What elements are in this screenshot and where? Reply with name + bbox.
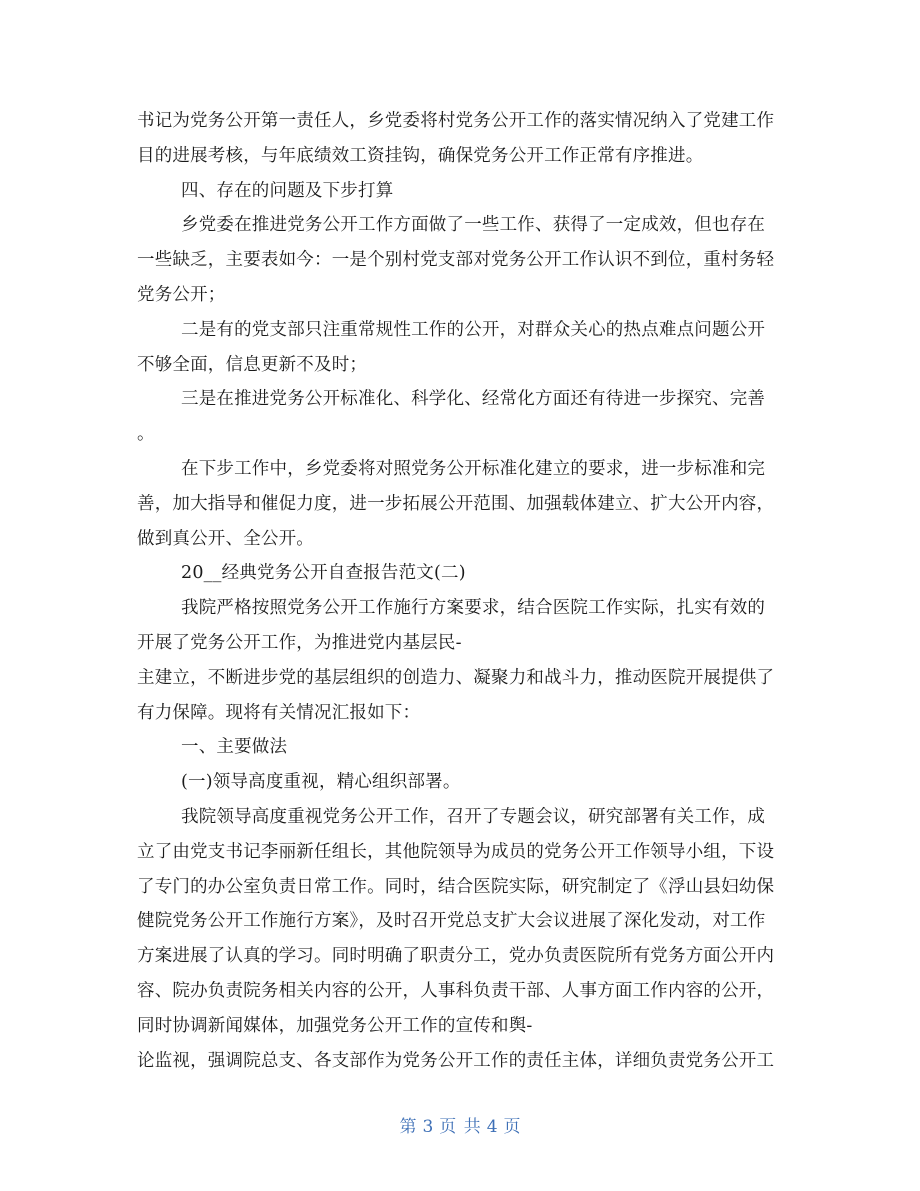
footer-total-pages: 4 [486,1117,498,1137]
text-line: 20__经典党务公开自查报告范文(二) [181,563,466,584]
footer-prefix: 第 [399,1117,417,1137]
text-line: 善，加大指导和催促力度，进一步拓展公开范围、加强载体建立、扩大公开内容， [137,493,775,514]
text-line: 我院严格按照党务公开工作施行方案要求，结合医院工作实际，扎实有效的 [181,598,766,619]
text-line: 书记为党务公开第一责任人，乡党委将村党务公开工作的落实情况纳入了党建工作 [137,111,775,131]
text-line: 了专门的办公室负责日常工作。同时，结合医院实际，研究制定了《浮山县妇幼保 [137,876,775,897]
text-line: 健院党务公开工作施行方案》，及时召开党总支扩大会议进展了深化发动，对工作 [137,911,766,932]
text-line: 一些缺乏，主要表如今：一是个别村党支部对党务公开工作认识不到位，重村务轻 [137,250,775,271]
text-line: 立了由党支书记李丽新任组长，其他院领导为成员的党务公开工作领导小组，下设 [137,841,775,862]
text-line: 二是有的党支部只注重常规性工作的公开，对群众关心的热点难点问题公开 [181,319,766,340]
text-line: 方案进展了认真的学习。同时明确了职责分工，党办负责医院所有党务方面公开内 [137,946,775,967]
text-line: 有力保障。现将有关情况汇报如下： [137,702,421,723]
text-line: 主建立，不断进步党的基层组织的创造力、凝聚力和战斗力，推动医院开展提供了 [137,667,775,688]
footer-current-page: 3 [422,1117,434,1137]
footer-middle: 页 共 [439,1117,481,1137]
page-footer [0,1112,920,1137]
text-line: 一、主要做法 [181,737,288,758]
footer-suffix: 页 [503,1117,521,1137]
text-line: 论监视，强调院总支、各支部作为党务公开工作的责任主体，详细负责党务公开工 [137,1050,775,1071]
text-line: 三是在推进党务公开标准化、科学化、经常化方面还有待进一步探究、完善 [181,389,766,410]
text-line: 目的进展考核，与年底绩效工资挂钩，确保党务公开工作正常有序推进。 [137,145,704,166]
text-line: 。 [137,424,155,445]
text-line: 做到真公开、全公开。 [137,528,314,549]
text-line: 同时协调新闻媒体，加强党务公开工作的宣传和舆- [137,1015,533,1036]
text-line: 不够全面，信息更新不及时； [137,354,368,375]
document-body [137,104,787,1078]
text-line: 开展了党务公开工作，为推进党内基层民- [137,632,462,653]
text-line: 乡党委在推进党务公开工作方面做了一些工作、获得了一定成效，但也存在 [181,215,766,236]
text-line: 容、院办负责院务相关内容的公开，人事科负责干部、人事方面工作内容的公开， [137,980,775,1001]
text-line: 我院领导高度重视党务公开工作，召开了专题会议，研究部署有关工作，成 [181,806,766,827]
text-line: (一)领导高度重视，精心组织部署。 [181,772,461,793]
text-line: 在下步工作中，乡党委将对照党务公开标准化建立的要求，进一步标准和完 [181,458,766,479]
text-line: 四、存在的问题及下步打算 [181,180,394,201]
text-line: 党务公开； [137,284,226,305]
